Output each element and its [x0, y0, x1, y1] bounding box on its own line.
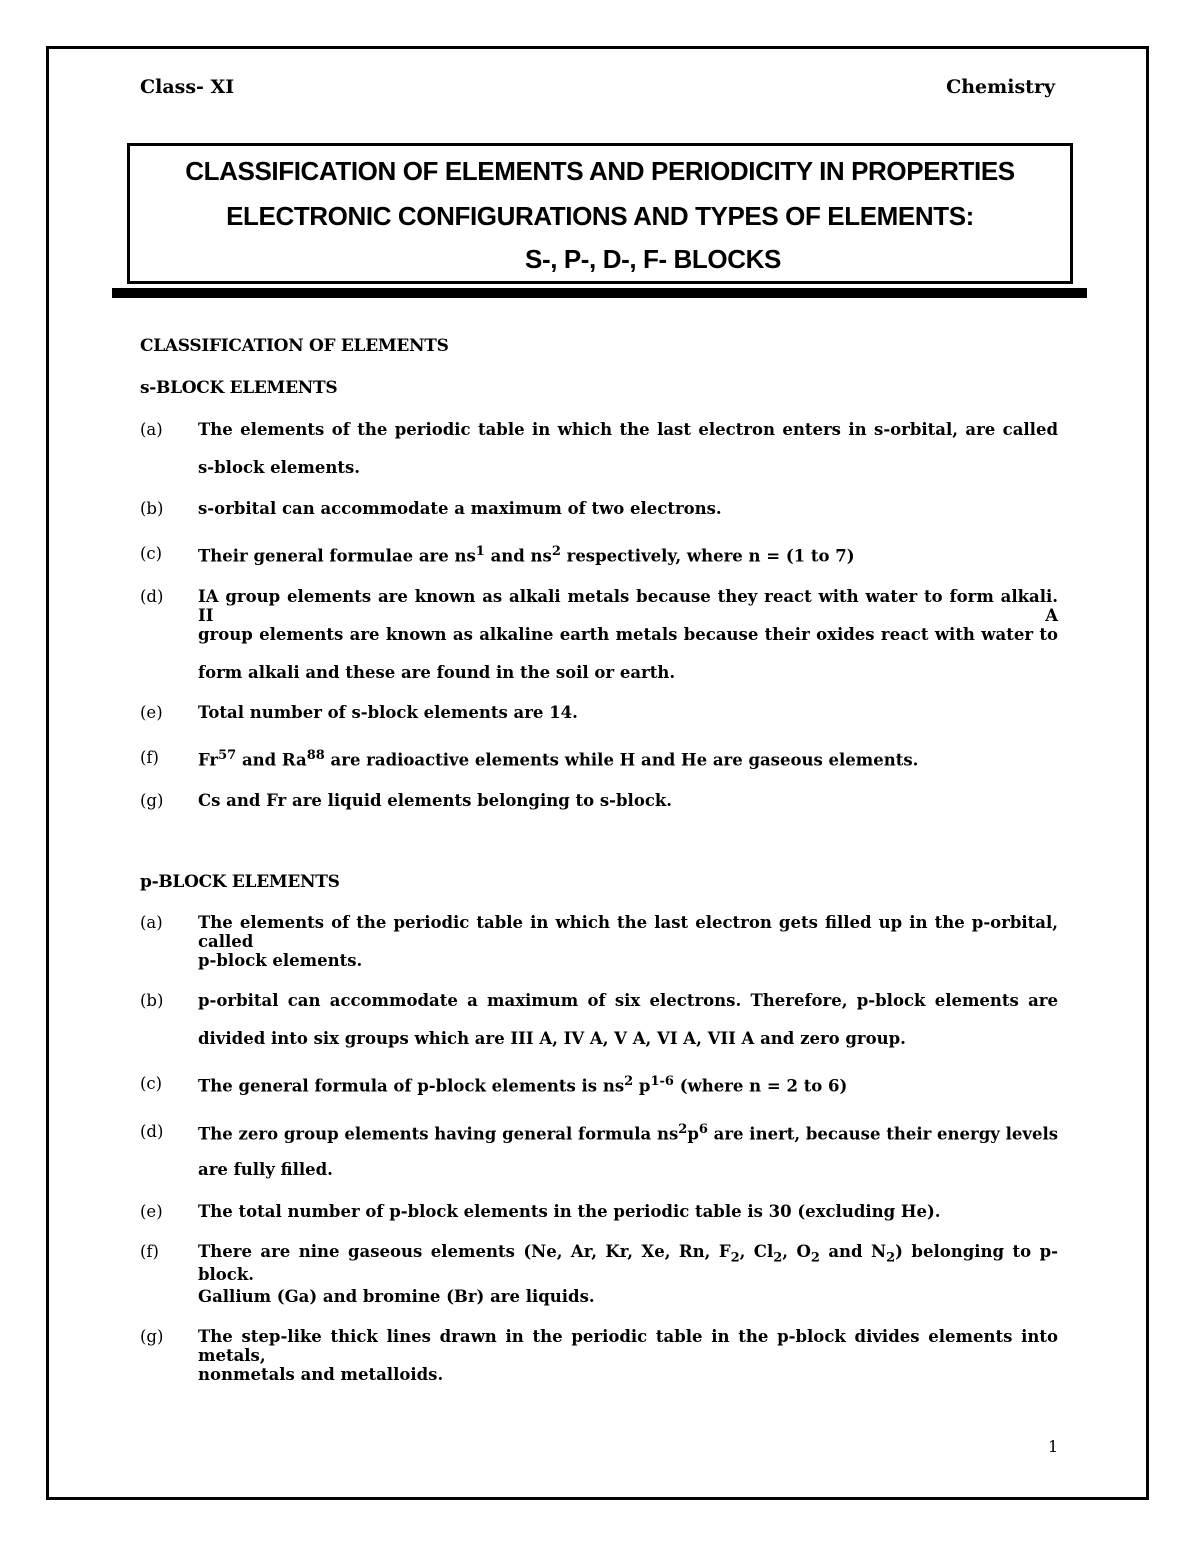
item-text: nonmetals and metalloids. [198, 1365, 444, 1384]
item-marker: (f) [140, 1242, 159, 1261]
item-marker: (b) [140, 499, 164, 518]
item-text: p-orbital can accommodate a maximum of six electrons. Therefore, p-block elements are [198, 991, 1058, 1010]
item-text: are fully filled. [198, 1160, 333, 1179]
item-text: The elements of the periodic table in which the last electron gets filled up in the p-orbital, called [198, 913, 1058, 951]
title-line-3: S-, P-, D-, F- BLOCKS [525, 244, 781, 274]
item-marker: (a) [140, 913, 163, 932]
item-text: The total number of p-block elements in the periodic table is 30 (excluding He). [198, 1202, 941, 1221]
p-block-heading: p-BLOCK ELEMENTS [140, 872, 340, 892]
item-text: p-block elements. [198, 951, 363, 970]
item-marker: (g) [140, 1327, 164, 1346]
item-marker: (b) [140, 991, 164, 1010]
title-box [127, 143, 1073, 284]
title-line-2: ELECTRONIC CONFIGURATIONS AND TYPES OF ELEMENTS: [226, 201, 974, 231]
item-text: divided into six groups which are III A, IV A, V A, VI A, VII A and zero group. [198, 1029, 906, 1048]
header-class: Class- XI [140, 76, 235, 98]
header-subject: Chemistry [946, 76, 1055, 98]
item-text: The zero group elements having general formula $ns^2p^6$ are inert, because their energy levels [198, 1122, 1059, 1144]
title-line-1: CLASSIFICATION OF ELEMENTS AND PERIODICITY IN PROPERTIES [185, 156, 1015, 186]
title-underline [112, 288, 1087, 298]
item-text: There are nine gaseous elements (Ne, Ar, Kr, Xe, Rn, $F_2$, $Cl_2$, $O_2$ and $N_2$) belonging to p-block. [198, 1242, 1058, 1285]
item-marker: (d) [140, 1122, 164, 1141]
item-text: IA group elements are known as alkali metals because they react with water to form alkali. II A [198, 587, 1058, 625]
item-text: group elements are known as alkaline earth metals because their oxides react with water to [198, 625, 1058, 644]
item-text: Fr$^{57}$ and Ra$^{88}$ are radioactive elements while H and He are gaseous elements. [198, 748, 919, 770]
item-marker: (f) [140, 748, 159, 767]
s-block-heading: s-BLOCK ELEMENTS [140, 378, 338, 398]
item-marker: (d) [140, 587, 164, 606]
item-text: form alkali and these are found in the soil or earth. [198, 663, 676, 682]
page-number: 1 [1048, 1437, 1059, 1456]
item-marker: (c) [140, 1074, 163, 1093]
item-text: Total number of s-block elements are 14. [198, 703, 578, 722]
item-marker: (c) [140, 544, 163, 563]
item-marker: (g) [140, 791, 164, 810]
item-text: The elements of the periodic table in which the last electron enters in s-orbital, are called [198, 420, 1058, 439]
item-text: s-block elements. [198, 458, 361, 477]
item-marker: (a) [140, 420, 163, 439]
item-marker: (e) [140, 703, 163, 722]
item-marker: (e) [140, 1202, 163, 1221]
item-text: The step-like thick lines drawn in the periodic table in the p-block divides elements into metals, [198, 1327, 1058, 1365]
item-text: Their general formulae are $ns^1$ and $ns^2$ respectively, where n = (1 to 7) [198, 544, 855, 566]
item-text: The general formula of p-block elements is $ns^2$ $p^{1-6}$ (where n = 2 to 6) [198, 1074, 848, 1096]
item-text: s-orbital can accommodate a maximum of two electrons. [198, 499, 722, 518]
item-text: Gallium (Ga) and bromine (Br) are liquids. [198, 1287, 595, 1306]
section-heading: CLASSIFICATION OF ELEMENTS [140, 336, 449, 356]
item-text: Cs and Fr are liquid elements belonging to s-block. [198, 791, 673, 810]
